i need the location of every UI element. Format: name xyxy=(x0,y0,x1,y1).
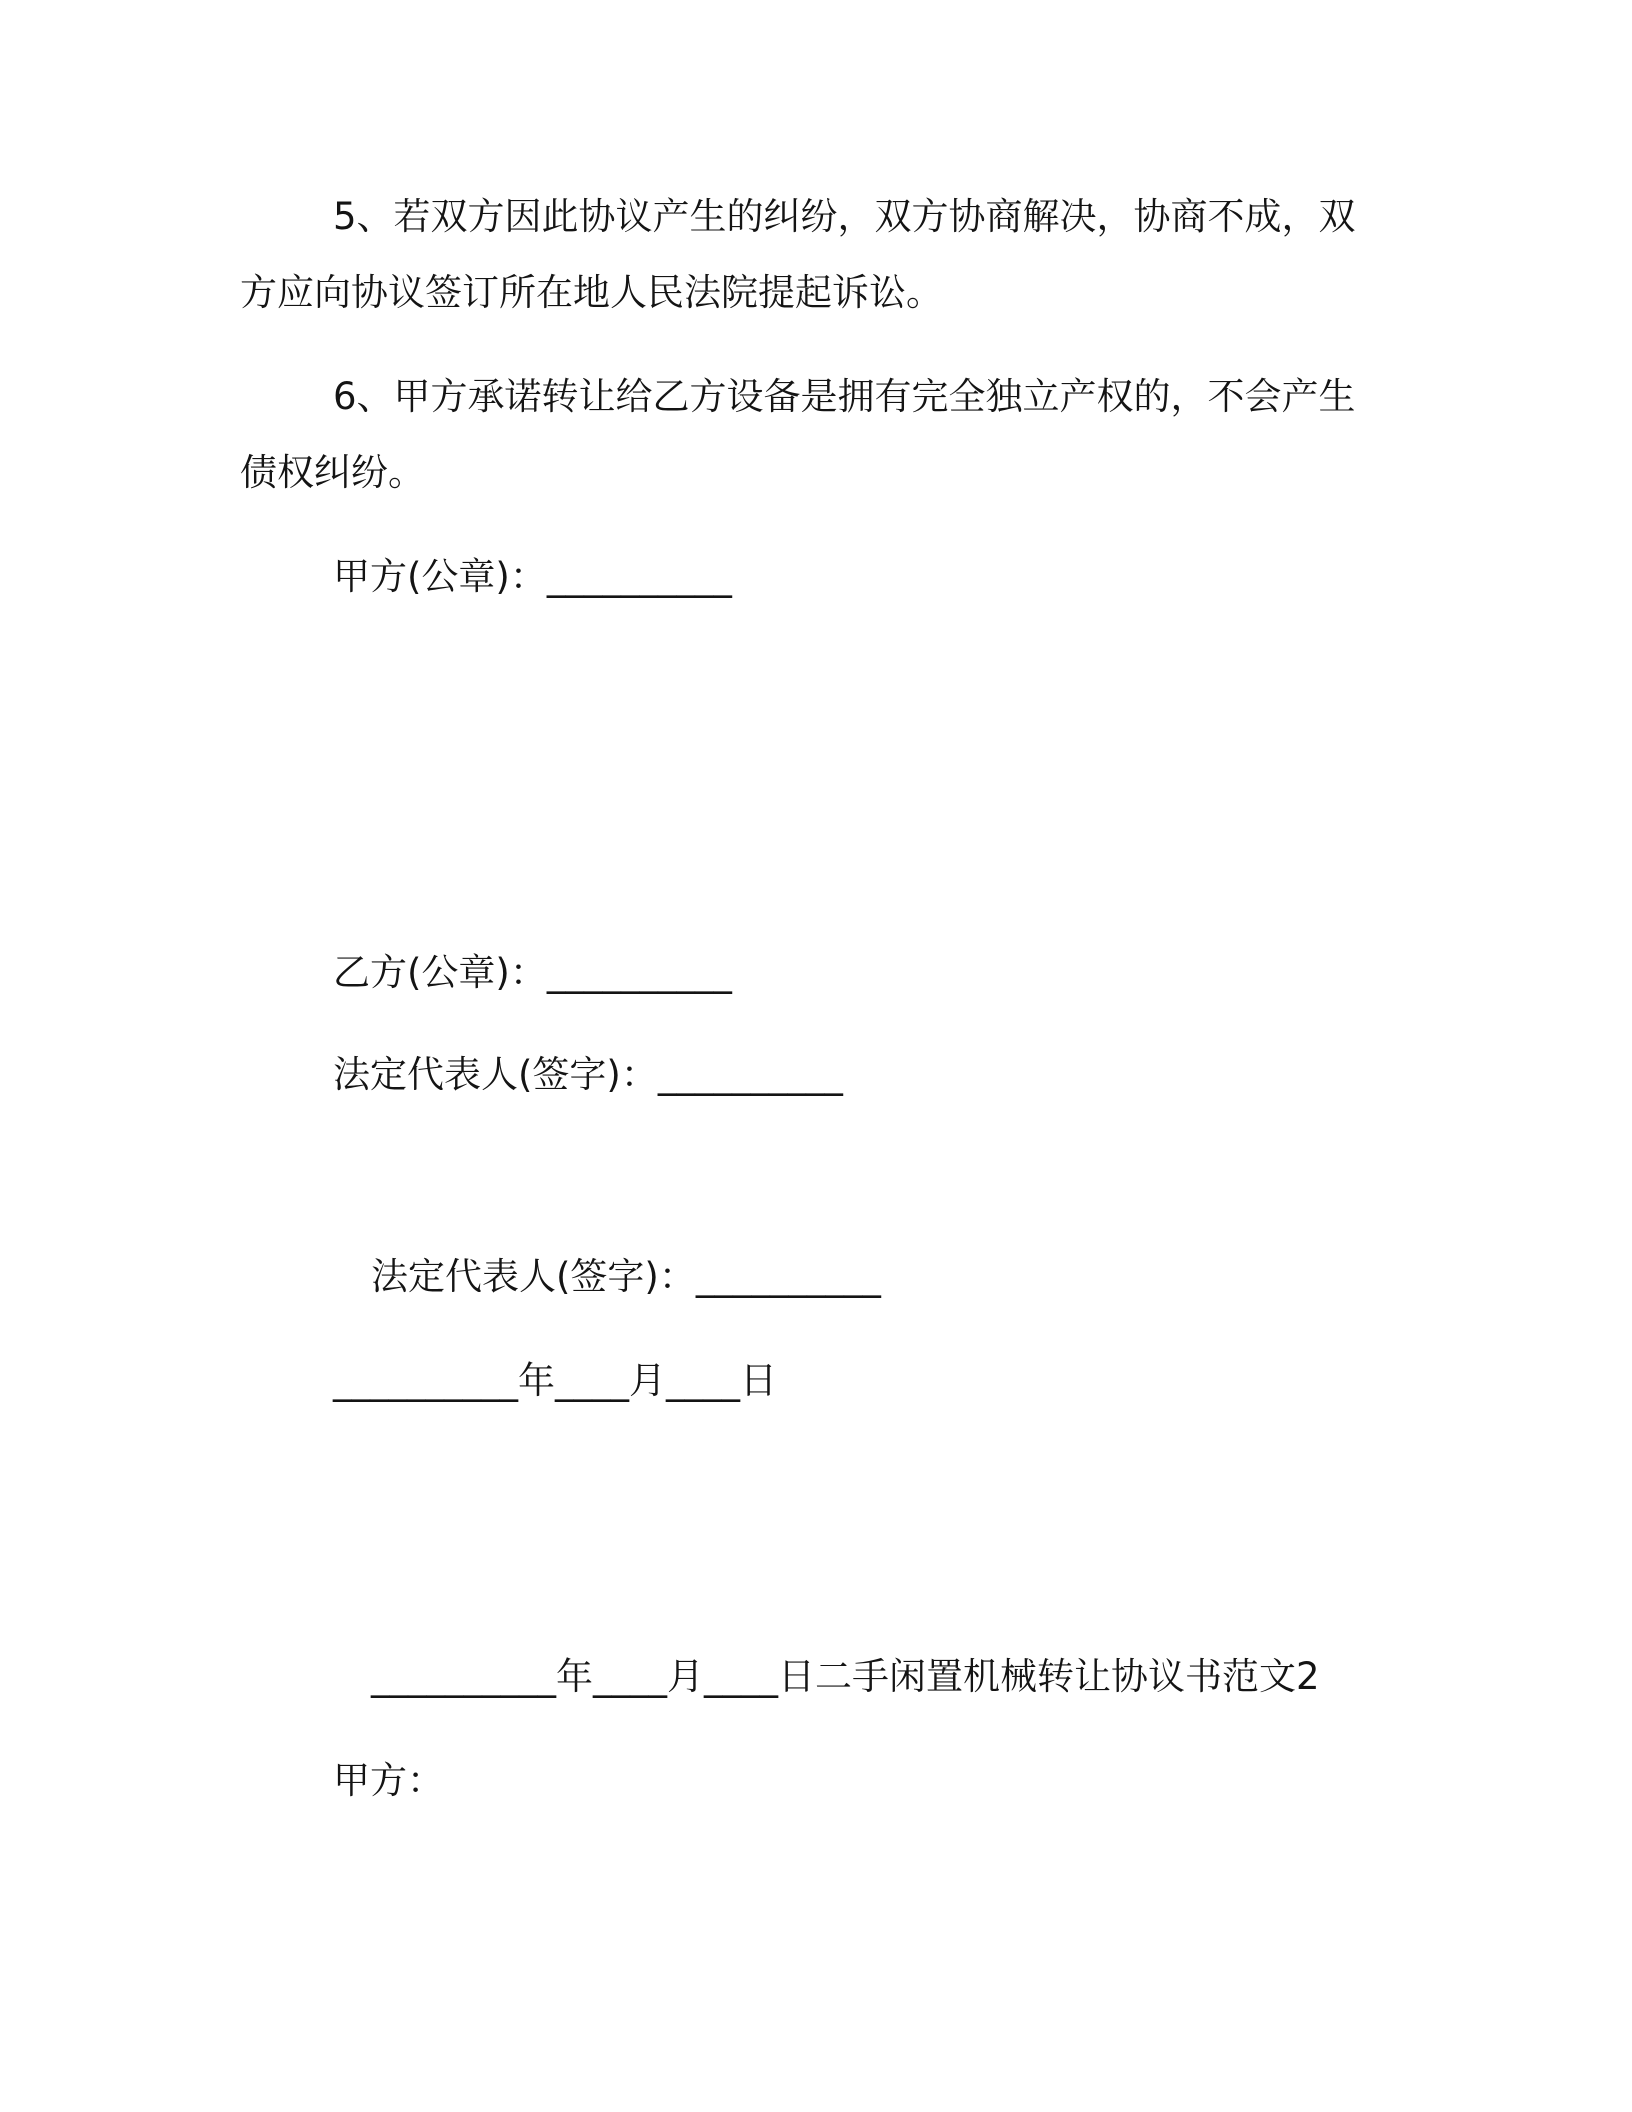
clause-5-line-2: 方应向协议签订所在地人民法院提起诉讼。 xyxy=(240,271,943,314)
date-and-next-document-title: __________年____月____日二手闲置机械转让协议书范文2 xyxy=(371,1655,1320,1698)
party-b-seal-line: 乙方(公章)：__________ xyxy=(333,951,732,994)
clause-5-line-1: 5、若双方因此协议产生的纠纷，双方协商解决，协商不成，双 xyxy=(333,195,1356,238)
clause-6-line-2: 债权纠纷。 xyxy=(240,451,425,494)
party-a-label: 甲方： xyxy=(333,1759,444,1802)
date-line: __________年____月____日 xyxy=(333,1359,777,1402)
legal-representative-signature-line: 法定代表人(签字)：__________ xyxy=(333,1053,843,1096)
clause-6-line-1: 6、甲方承诺转让给乙方设备是拥有完全独立产权的，不会产生 xyxy=(333,375,1356,418)
legal-representative-signature-line-second: 法定代表人(签字)：__________ xyxy=(371,1255,881,1298)
party-a-seal-line: 甲方(公章)：__________ xyxy=(333,555,732,598)
